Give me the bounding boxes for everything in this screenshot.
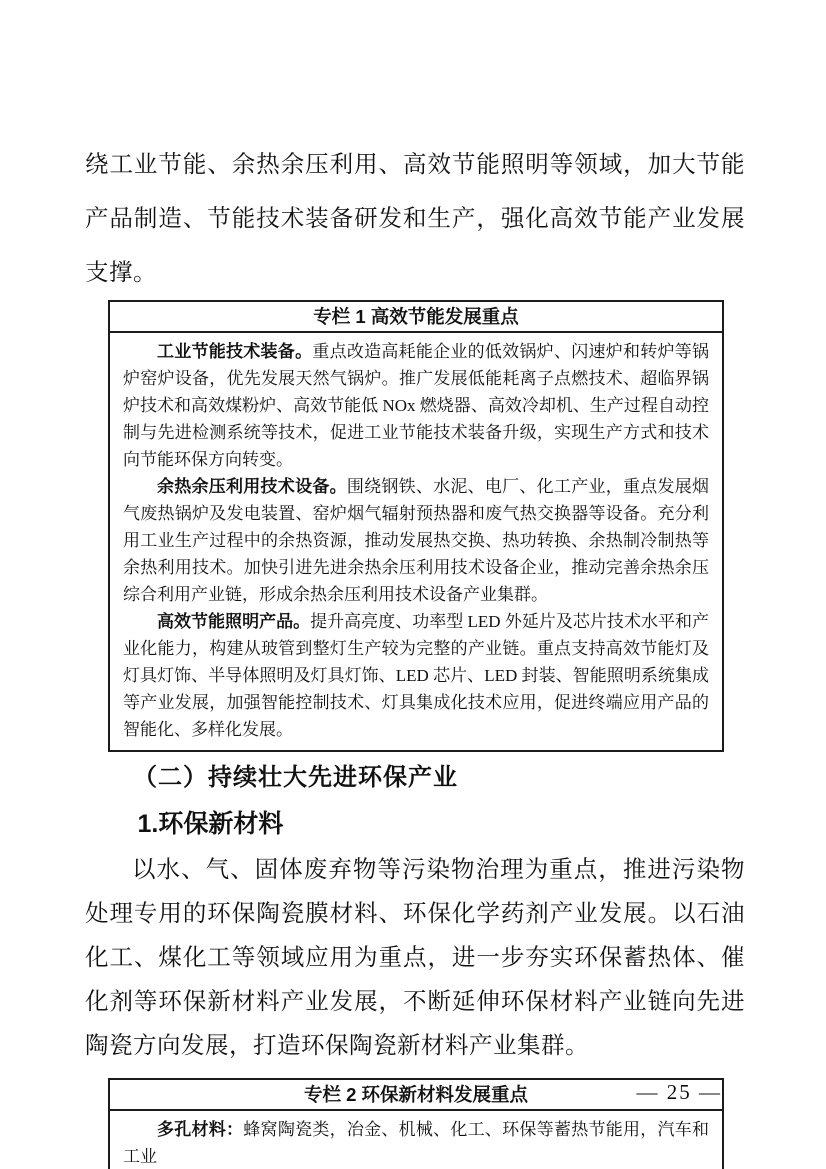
intro-paragraph: 绕工业节能、余热余压利用、高效节能照明等领域，加大节能产品制造、节能技术装备研发和生产，强化高效节能产业发展支撑。 (85, 152, 745, 286)
box1-paragraph-lighting (123, 608, 709, 743)
callout-box-1-body (110, 333, 722, 750)
callout-box-1 (108, 300, 724, 752)
box1-paragraph-1-lead: 工业节能技术装备。 (157, 342, 313, 361)
box2-paragraph-porous-materials (123, 1116, 709, 1169)
box1-paragraph-1-text: 重点改造高耗能企业的低效锅炉、闪速炉和转炉等锅炉窑炉设备，优先发展天然气锅炉。推广发展低能耗离子点燃技术、超临界锅炉技术和高效煤粉炉、高效节能低 NOx 燃烧器、高效冷却机、生产过程自动控制与先进检测系统等技术，促进工业节能技术装备升级，实现生产方式和技术向节能环保方向转变。 (123, 342, 710, 469)
box2-paragraph-1-lead: 多孔材料： (157, 1120, 244, 1139)
box1-paragraph-3-text: 提升高亮度、功率型 LED 外延片及芯片技术水平和产业化能力，构建从玻管到整灯生产较为完整的产业链。重点支持高效节能灯及灯具灯饰、半导体照明及灯具灯饰、LED 芯片、LED 封装、智能照明系统集成等产业发展，加强智能控制技术、灯具集成化技术应用，促进终端应用产品的智能化、多样化发展。 (123, 612, 710, 739)
callout-box-2-body (110, 1111, 722, 1169)
callout-box-2 (108, 1078, 724, 1169)
subsection-heading: 1.环保新材料 (137, 810, 284, 838)
body-paragraph: 以水、气、固体废弃物等污染物治理为重点，推进污染物处理专用的环保陶瓷膜材料、环保化学药剂产业发展。以石油化工、煤化工等领域应用为重点，进一步夯实环保蓄热体、催化剂等环保新材料产业发展，不断延伸环保材料产业链向先进陶瓷方向发展，打造环保陶瓷新材料产业集群。 (85, 857, 745, 1059)
section-heading: （二）持续壮大先进环保产业 (133, 765, 458, 791)
box1-paragraph-2-lead: 余热余压利用技术设备。 (157, 477, 347, 496)
box1-paragraph-waste-heat (123, 473, 709, 608)
box1-paragraph-3-lead: 高效节能照明产品。 (157, 612, 311, 631)
callout-box-2-title: 专栏 2 环保新材料发展重点 (110, 1080, 722, 1111)
page-number: — 25 — (636, 1080, 722, 1104)
page-content (85, 0, 745, 1169)
box1-paragraph-2-text: 围绕钢铁、水泥、电厂、化工产业，重点发展烟气废热锅炉及发电装置、窑炉烟气辐射预热器和废气热交换器等设备。充分利用工业生产过程中的余热资源，推动发展热交换、热功转换、余热制冷制热等余热利用技术。加快引进先进余热余压利用技术设备企业，推动完善余热余压综合利用产业链，形成余热余压利用技术设备产业集群。 (123, 477, 710, 604)
callout-box-1-title: 专栏 1 高效节能发展重点 (110, 302, 722, 333)
box2-paragraph-1-text: 蜂窝陶瓷类，冶金、机械、化工、环保等蓄热节能用，汽车和工业 (123, 1120, 710, 1166)
box1-paragraph-industrial-equipment (123, 338, 709, 473)
